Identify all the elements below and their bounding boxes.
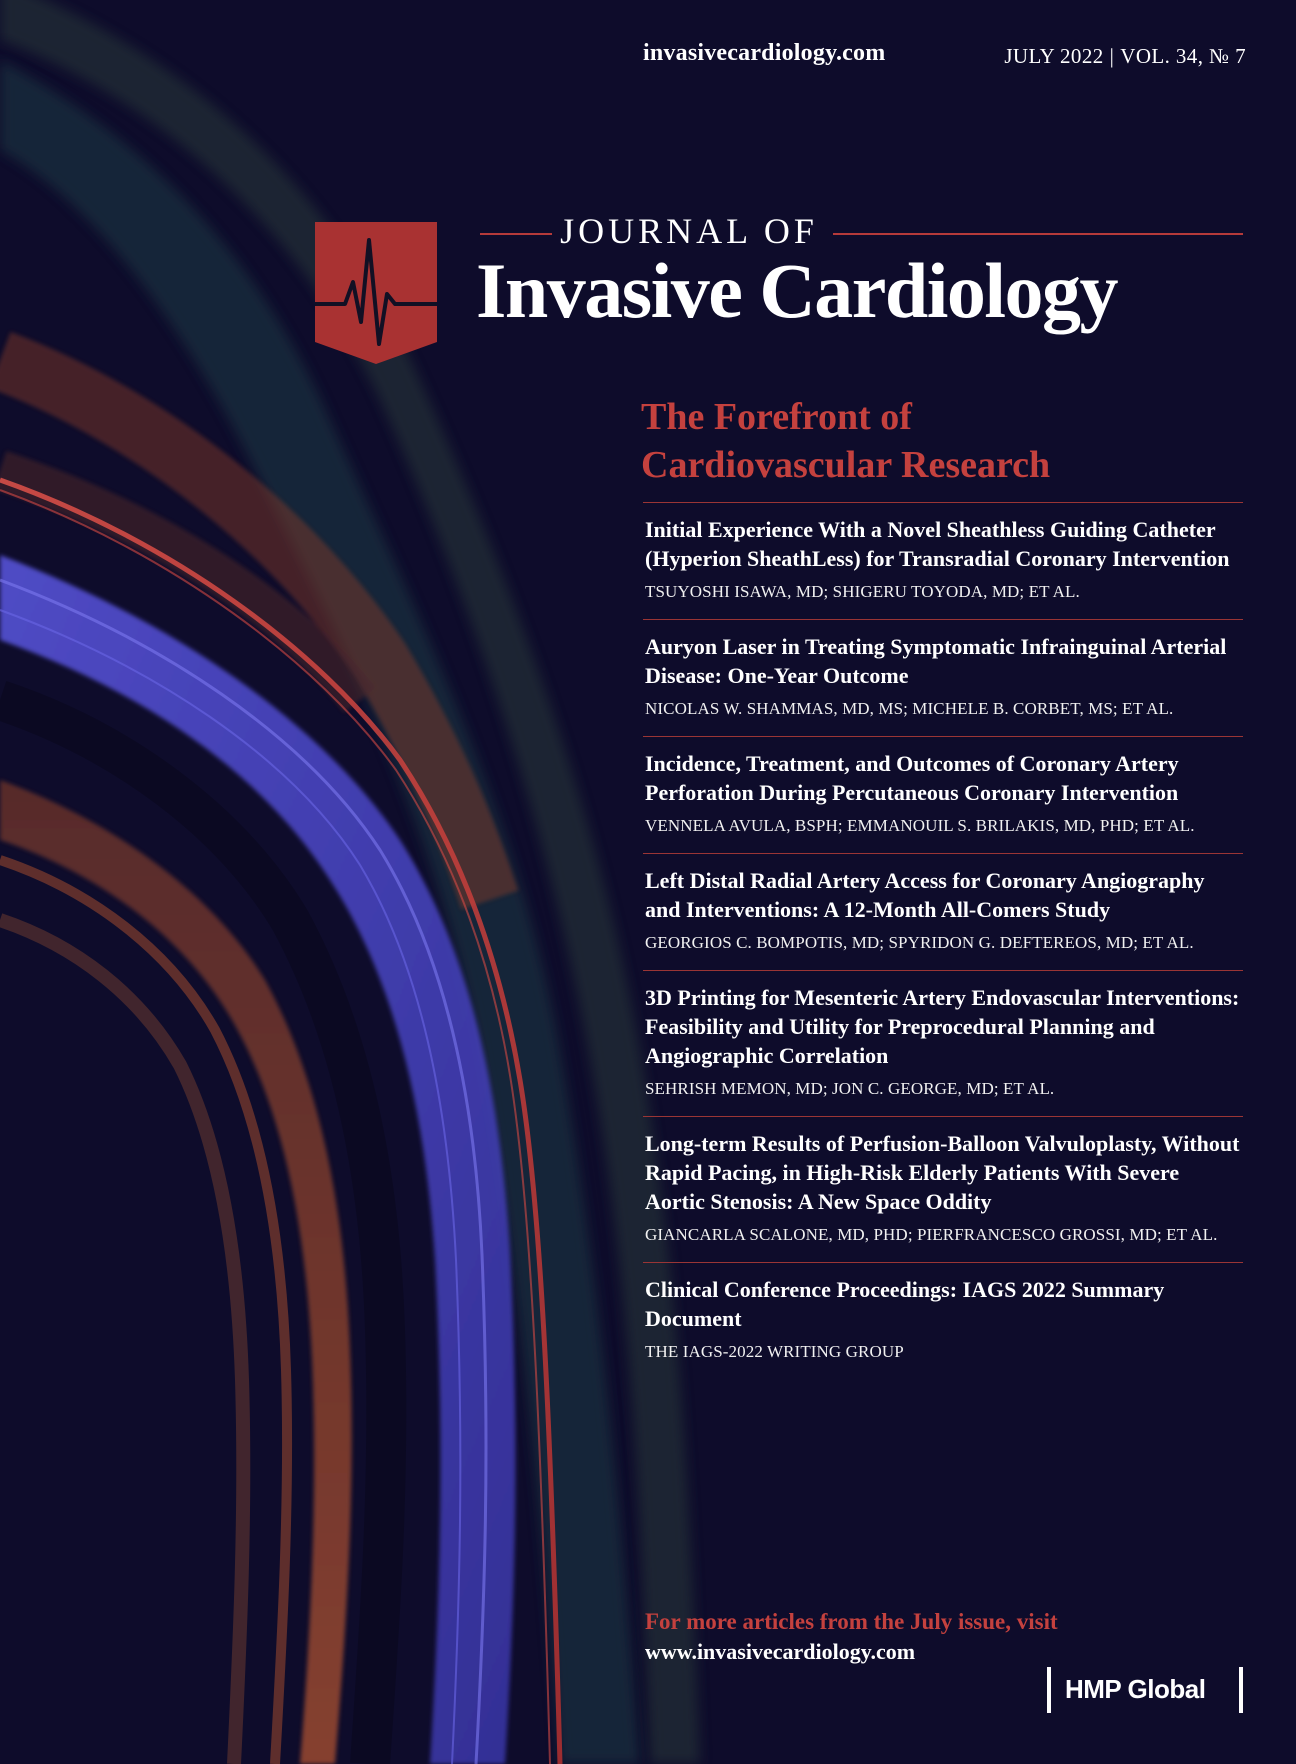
heartbeat-shield-icon (315, 222, 437, 364)
article-item[interactable] (643, 736, 1243, 853)
issue-volume: VOL. 34, № 7 (1120, 44, 1246, 68)
article-authors: GIANCARLA SCALONE, MD, PHD; PIERFRANCESCO GROSSI, MD; ET AL. (645, 1225, 1218, 1244)
more-articles-link[interactable]: www.invasivecardiology.com (645, 1639, 916, 1664)
article-item[interactable] (643, 619, 1243, 736)
article-authors: TSUYOSHI ISAWA, MD; SHIGERU TOYODA, MD; ET AL. (645, 582, 1080, 601)
article-authors: THE IAGS-2022 WRITING GROUP (645, 1342, 904, 1361)
logo-bar-left (1047, 1667, 1051, 1713)
hmp-global-logo (1047, 1667, 1243, 1713)
article-authors: NICOLAS W. SHAMMAS, MD, MS; MICHELE B. CORBET, MS; ET AL. (645, 699, 1174, 718)
logo-bar-right (1239, 1667, 1243, 1713)
article-title: Clinical Conference Proceedings: IAGS 2022 Summary Document (645, 1277, 1165, 1331)
article-authors: GEORGIOS C. BOMPOTIS, MD; SPYRIDON G. DEFTEREOS, MD; ET AL. (645, 933, 1194, 952)
issue-date: JULY 2022 (1004, 44, 1104, 68)
article-title: 3D Printing for Mesenteric Artery Endovascular Interventions: Feasibility and Utility for Preprocedural Planning and Angiographic Correlation (645, 985, 1240, 1068)
article-item[interactable] (643, 502, 1243, 619)
article-item[interactable] (643, 1116, 1243, 1262)
article-item[interactable] (643, 853, 1243, 970)
more-articles-text: For more articles from the July issue, visit (645, 1609, 1058, 1634)
article-list (643, 502, 1243, 1379)
masthead-rule-left (480, 233, 552, 235)
publisher-name: HMP Global (1065, 1674, 1206, 1704)
article-title: Auryon Laser in Treating Symptomatic Infrainguinal Arterial Disease: One-Year Outcome (645, 634, 1227, 688)
article-title: Left Distal Radial Artery Access for Coronary Angiography and Interventions: A 12-Month All-Comers Study (645, 868, 1205, 922)
tagline-line-1: The Forefront of (641, 396, 912, 438)
article-item[interactable] (643, 1262, 1243, 1379)
article-authors: VENNELA AVULA, BSPH; EMMANOUIL S. BRILAKIS, MD, PHD; ET AL. (645, 816, 1195, 835)
issue-info (1004, 44, 1246, 69)
tagline (641, 393, 1241, 489)
article-title: Incidence, Treatment, and Outcomes of Coronary Artery Perforation During Percutaneous Coronary Intervention (645, 751, 1179, 805)
masthead-rule-right (833, 233, 1243, 235)
masthead-prefix-text: JOURNAL OF (560, 211, 818, 251)
journal-title: Invasive Cardiology (476, 247, 1118, 334)
website-url[interactable]: invasivecardiology.com (643, 40, 886, 66)
article-item[interactable] (643, 970, 1243, 1116)
article-title: Initial Experience With a Novel Sheathless Guiding Catheter (Hyperion SheathLess) for Transradial Coronary Intervention (645, 517, 1230, 571)
article-authors: SEHRISH MEMON, MD; JON C. GEORGE, MD; ET AL. (645, 1079, 1055, 1098)
issue-separator: | (1109, 44, 1115, 68)
article-title: Long-term Results of Perfusion-Balloon Valvuloplasty, Without Rapid Pacing, in High-Risk Elderly Patients With Severe Aortic Stenosis: A New Space Oddity (645, 1131, 1240, 1214)
tagline-line-2: Cardiovascular Research (641, 444, 1051, 486)
